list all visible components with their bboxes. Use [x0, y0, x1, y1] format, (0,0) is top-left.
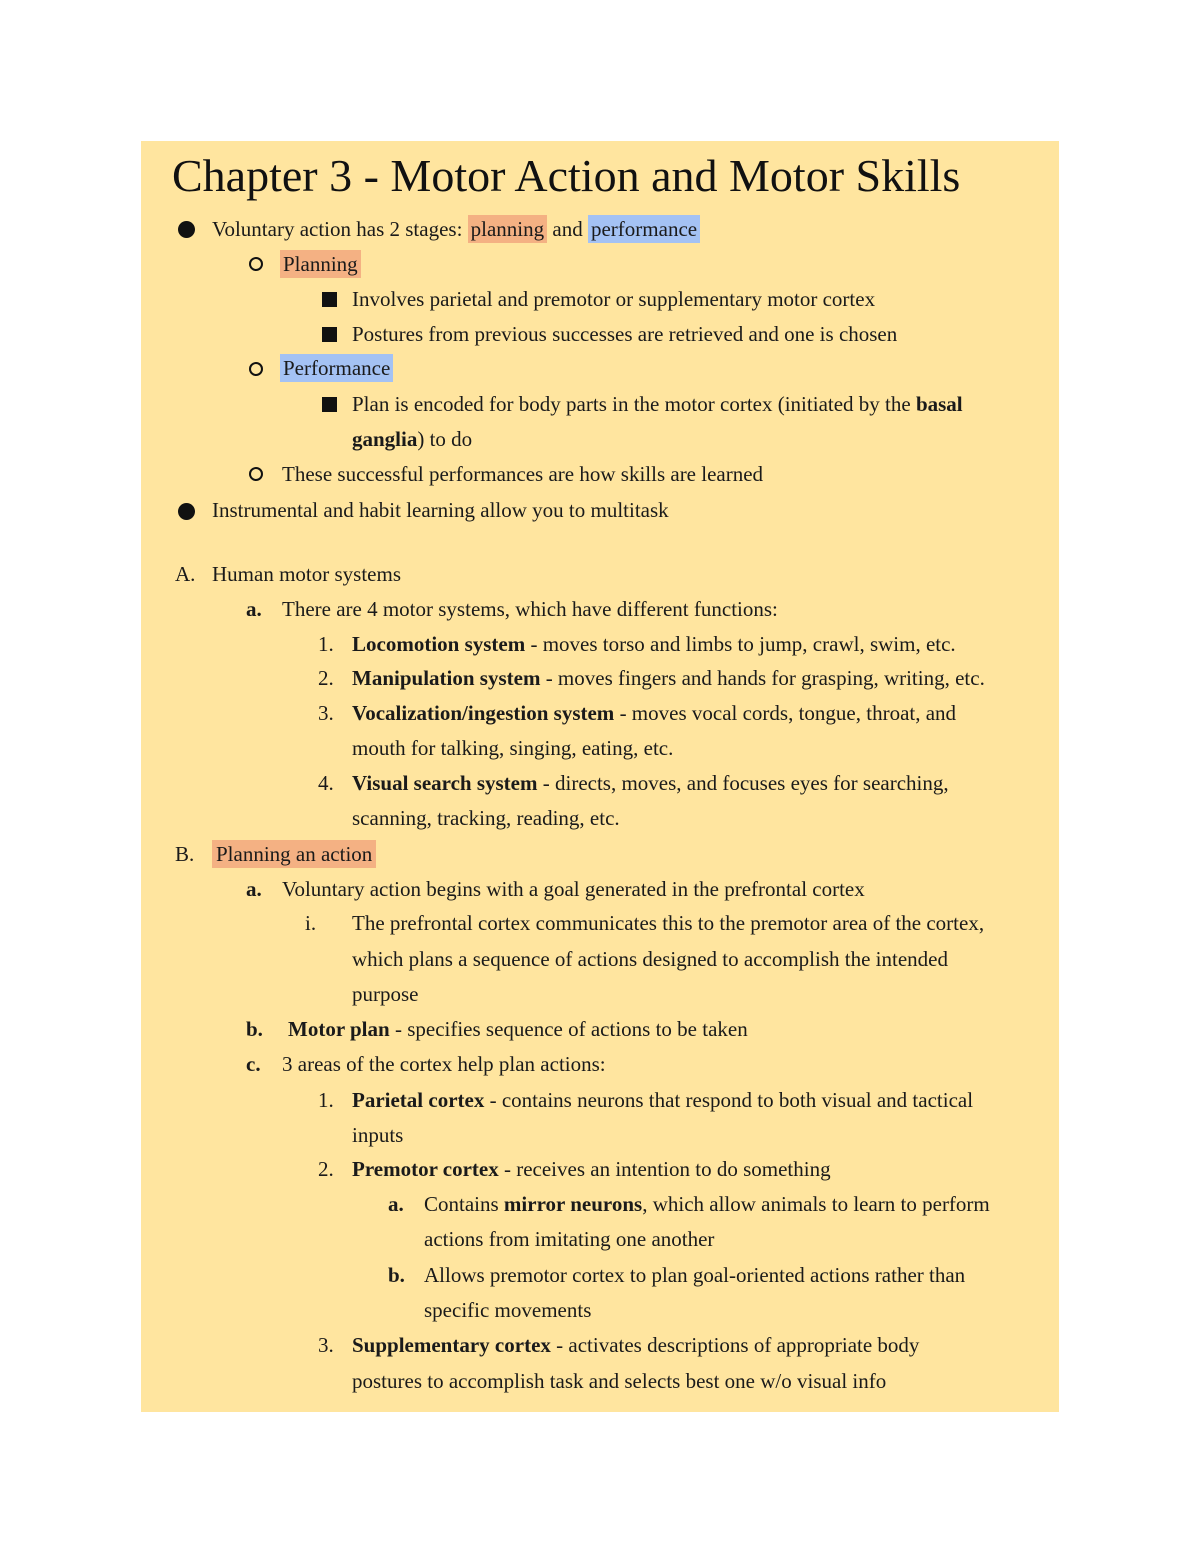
- motor-plan-line: [288, 1014, 748, 1044]
- instrumental-line: Instrumental and habit learning allow you to multitask: [212, 498, 669, 522]
- highlight-performance-label: Performance: [280, 354, 393, 382]
- successful-line: These successful performances are how skills are learned: [282, 462, 764, 486]
- section-b-marker: B.: [175, 842, 195, 866]
- goal-oriented-line-2: specific movements: [424, 1298, 592, 1322]
- list-number: 3.: [318, 1333, 334, 1357]
- prefrontal-line-2: which plans a sequence of actions designed to accomplish the intended: [352, 947, 948, 971]
- section-b-sub-a-marker: a.: [246, 877, 262, 901]
- list-number: 2.: [318, 666, 334, 690]
- motor-system-vocalization-cont: mouth for talking, singing, eating, etc.: [352, 736, 674, 760]
- list-number: 3.: [318, 701, 334, 725]
- roman-marker: i.: [305, 911, 317, 935]
- bold-term: Manipulation system: [352, 666, 541, 690]
- list-number: 1.: [318, 1088, 334, 1112]
- prefrontal-line-3: purpose: [352, 982, 419, 1006]
- highlight-performance: performance: [588, 215, 700, 243]
- section-b-sub-a-text: Voluntary action begins with a goal generated in the prefrontal cortex: [282, 877, 865, 901]
- performance-label: [280, 353, 393, 383]
- mirror-neurons-cont: actions from imitating one another: [424, 1227, 715, 1251]
- motor-system-visual-search: [352, 768, 949, 798]
- section-b-sub-c-marker: c.: [246, 1052, 261, 1076]
- planning-item-1: Involves parietal and premotor or supplementary motor cortex: [352, 287, 876, 311]
- prefrontal-line-1: The prefrontal cortex communicates this to the premotor area of the cortex,: [352, 911, 985, 935]
- bullet-hollow-circle-icon: [249, 467, 263, 481]
- bullet-filled-circle-icon: [178, 221, 195, 238]
- text-segment: Plan is encoded for body parts in the motor cortex (initiated by the: [352, 392, 916, 416]
- text-segment: and: [547, 217, 588, 241]
- area-supplementary-cont: postures to accomplish task and selects best one w/o visual info: [352, 1369, 887, 1393]
- bullet-square-icon: [322, 327, 337, 342]
- bold-term: Supplementary cortex: [352, 1333, 551, 1357]
- motor-system-manipulation: [352, 663, 985, 693]
- text-segment: - moves vocal cords, tongue, throat, and: [614, 701, 957, 725]
- section-a-heading: Human motor systems: [212, 562, 401, 586]
- text-segment: Contains: [424, 1192, 504, 1216]
- bold-term: Locomotion system: [352, 632, 526, 656]
- cortex-areas-intro: 3 areas of the cortex help plan actions:: [282, 1052, 606, 1076]
- section-a-sub-marker: a.: [246, 597, 262, 621]
- section-a-marker: A.: [175, 562, 196, 586]
- motor-system-vocalization: [352, 698, 956, 728]
- bullet-square-icon: [322, 292, 337, 307]
- text-segment: Voluntary action has 2 stages:: [212, 217, 468, 241]
- text-segment: - moves fingers and hands for grasping, writing, etc.: [540, 666, 985, 690]
- bold-term: ganglia: [352, 427, 418, 451]
- area-parietal: [352, 1085, 973, 1115]
- performance-item-1-cont: [352, 424, 472, 454]
- bold-term: Premotor cortex: [352, 1157, 499, 1181]
- performance-item-1: [352, 389, 963, 419]
- text-segment: , which allow animals to learn to perform: [642, 1192, 990, 1216]
- area-parietal-cont: inputs: [352, 1123, 404, 1147]
- bold-term: mirror neurons: [503, 1192, 643, 1216]
- planning-item-2: Postures from previous successes are retrieved and one is chosen: [352, 322, 898, 346]
- bold-term: Visual search system: [352, 771, 538, 795]
- bold-term: Parietal cortex: [352, 1088, 485, 1112]
- bold-term: basal: [915, 392, 963, 416]
- text-segment: - activates descriptions of appropriate body: [550, 1333, 920, 1357]
- bold-term: Motor plan: [288, 1017, 390, 1041]
- text-segment: - directs, moves, and focuses eyes for searching,: [537, 771, 949, 795]
- text-segment: - specifies sequence of actions to be taken: [389, 1017, 748, 1041]
- highlight-planning-label: Planning: [280, 250, 361, 278]
- intro-line-stages: [212, 214, 700, 244]
- bold-term: Vocalization/ingestion system: [352, 701, 615, 725]
- list-number: 2.: [318, 1157, 334, 1181]
- bullet-square-icon: [322, 397, 337, 412]
- premotor-sub-b-marker: b.: [388, 1263, 405, 1287]
- bullet-hollow-circle-icon: [249, 362, 263, 376]
- planning-label: [280, 249, 361, 279]
- page-title: Chapter 3 - Motor Action and Motor Skills: [172, 150, 961, 201]
- bullet-hollow-circle-icon: [249, 257, 263, 271]
- list-number: 1.: [318, 632, 334, 656]
- mirror-neurons-line: [424, 1189, 990, 1219]
- bullet-filled-circle-icon: [178, 503, 195, 520]
- motor-system-visual-search-cont: scanning, tracking, reading, etc.: [352, 806, 620, 830]
- text-segment: - moves torso and limbs to jump, crawl, swim, etc.: [525, 632, 956, 656]
- section-b-heading: [212, 839, 376, 869]
- text-segment: - receives an intention to do something: [498, 1157, 831, 1181]
- premotor-sub-a-marker: a.: [388, 1192, 404, 1216]
- section-b-sub-b-marker: b.: [246, 1017, 263, 1041]
- goal-oriented-line-1: Allows premotor cortex to plan goal-oriented actions rather than: [424, 1263, 966, 1287]
- list-number: 4.: [318, 771, 334, 795]
- area-supplementary: [352, 1330, 919, 1360]
- motor-system-locomotion: [352, 629, 956, 659]
- area-premotor: [352, 1154, 831, 1184]
- text-segment: - contains neurons that respond to both visual and tactical: [484, 1088, 974, 1112]
- text-segment: ) to do: [417, 427, 473, 451]
- highlight-planning: planning: [468, 215, 548, 243]
- highlight-planning-an-action: Planning an action: [212, 840, 376, 868]
- section-a-sub-text: There are 4 motor systems, which have different functions:: [282, 597, 778, 621]
